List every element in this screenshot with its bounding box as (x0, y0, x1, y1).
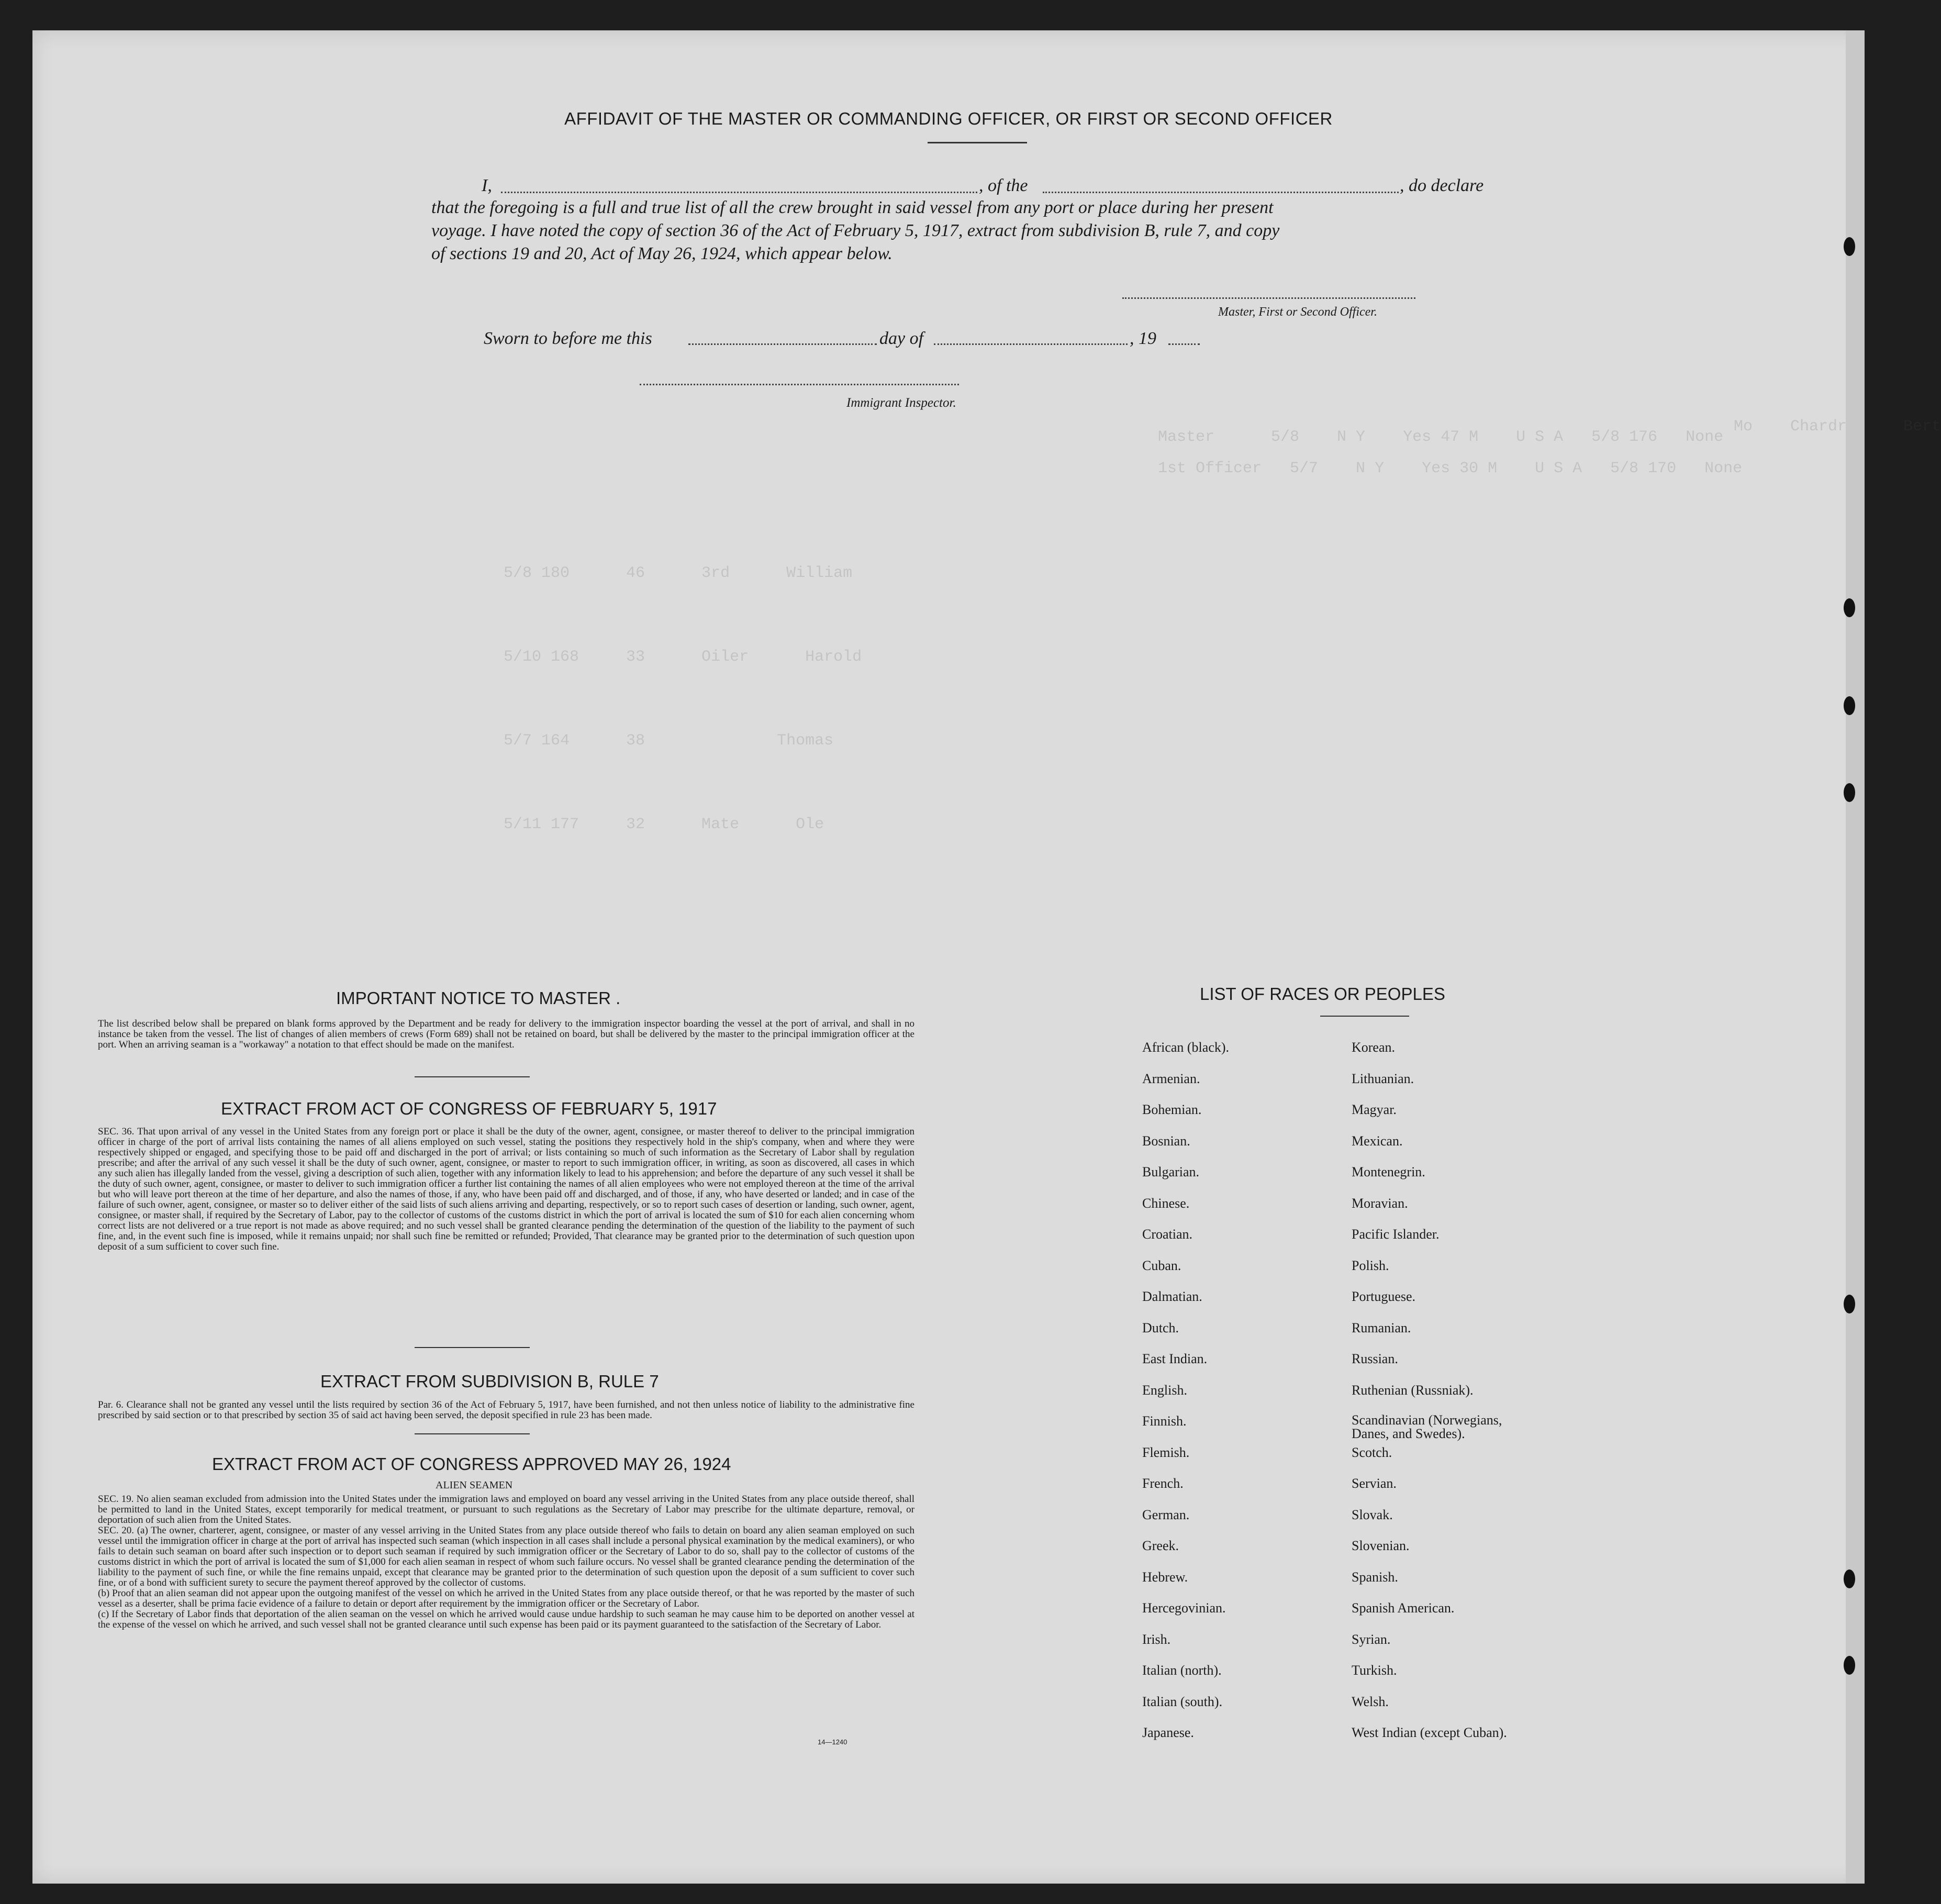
page-edge (1846, 30, 1865, 1884)
race-item: Chinese. (1142, 1195, 1190, 1211)
race-item: Italian (south). (1142, 1694, 1223, 1709)
binder-hole (1844, 598, 1855, 617)
race-item: Slovenian. (1352, 1538, 1410, 1553)
inspector-line (640, 384, 959, 385)
extract-1924-body (98, 1494, 914, 1630)
title-underline (928, 142, 1027, 143)
race-item: Bohemian. (1142, 1102, 1202, 1117)
subdivision-title: EXTRACT FROM SUBDIVISION B, RULE 7 (320, 1372, 659, 1391)
race-item: Ruthenian (Russniak). (1352, 1382, 1474, 1398)
race-item: Turkish. (1352, 1663, 1397, 1678)
binder-hole (1844, 1569, 1855, 1588)
binder-hole (1844, 1656, 1855, 1675)
race-item: Japanese. (1142, 1725, 1194, 1740)
document-page: Mo Chardr Bert Master 5/8 N Y Yes 47 M U S A 5/8 176 None 1st Officer 5/7 N Y Yes 30 M U S A 5/8 170 None 5/8 180 46 3rd William 5/10 168 33 Oiler Harold 5/7 164 38 Thomas 5/11 177 32 Mate Ole AFFIDAVIT OF THE MASTER OR COMMANDING OFFICER, OR FIRST OR SECOND OFFICER I, , of the , do declare that the foregoing is a full and true list of all the crew brought in said vessel from any port or place during her present voyage. I have noted the copy of section 36 of the Act of February 5, 1917, extract from subdivision B, rule 7, and copy of sections 19 and 20, Act of May 26, 1924, which appear below. Master, First or Second Officer. Sworn to before me this day of , 19 Immigrant Inspector. IMPORTANT NOTICE TO MASTER . The list described below shall be prepared on blank forms approved by the Department and be ready for delivery to the immigration inspector boarding the vessel at the port of arrival, and shall in no instance be taken from the vessel. The list of changes of alien members of crews (Form 689) shall not be retained on board, but shall be delivered by the master to the principal immigration officer at the port. When an arriving seaman is a "workaway" a notation to that effect should be made on the manifest. EXTRACT FROM ACT OF CONGRESS OF FEBRUARY 5, 1917 SEC. 36. That upon arrival of any vessel in the United States from any foreign port or place it shall be the duty of the owner, agent, consignee, or master thereof to deliver to the principal immigration officer in charge of the port of arrival lists containing the names of all aliens employed on such vessel, stating the positions they respectively hold in the ship's company, when and where they were respectively shipped or engaged, and specifying those to be paid off and discharged in the port of arrival; or lists containing so much of such information as the Secretary of Labor shall by regulation prescribe; and after the arrival of any such vessel it shall be the duty of such owner, agent, consignee, or master to report to such immigration officer, in writing, as soon as discovered, all cases in which any such alien has illegally landed from the vessel, giving a description of such alien, together with any information likely to lead to his apprehension; and before the departure of any such vessel it shall be the duty of such owner, agent, consignee, or master to deliver to such immigration officer a further list containing the names of all alien employees who were not employed thereon at the time of the arrival but who will leave port thereon at the time of her departure, and also the names of those, if any, who have been paid off and discharged, and of those, if any, who have deserted or landed; and in case of the failure of such owner, agent, consignee, or master so to deliver either of the said lists of such aliens arriving and departing, respectively, or so to report such cases of desertion or landing, such owner, agent, consignee, or master shall, if required by the Secretary of Labor, pay to the collector of customs of the customs district in which the port of arrival is located the sum of $10 for each alien concerning whom correct lists are not delivered or a true report is not made as above required; and no such vessel shall be granted clearance pending the determination of the question of the liability to the payment of such fine, and, in the event such fine is imposed, while it remains unpaid; nor shall such fine be remitted or refunded; Provided, That clearance may be granted prior to the determination of such question upon deposit of a sum sufficient to cover such fine. EXTRACT FROM SUBDIVISION B, RULE 7 Par. 6. Clearance shall not be granted any vessel until the lists required by section 36 of the Act of February 5, 1917, have been furnished, and not then unless notice of liability to the administrative fine prescribed by said section or to that prescribed by section 35 of said act having been served, the deposit specified in rule 23 has been made. EXTRACT FROM ACT OF CONGRESS APPROVED MAY 26, 1924 ALIEN SEAMEN SEC. 19. No alien seaman excluded from admission into the United States under the immigration laws and employed on board any vessel arriving in the United States from any place outside thereof, shall be permitted to land in the United States, except temporarily for medical treatment, or pursuant to such regulations as the Secretary of Labor may prescribe for the ultimate departure, removal, or deportation of such alien from the United States. SEC. 20. (a) The owner, charterer, agent, consignee, or master of any vessel arriving in the United States from any place outside thereof who fails to detain on board any alien seaman employed on such vessel until the immigration officer in charge at the port of arrival has inspected such seaman (which inspection in all cases shall include a personal physical examination by the medical examiners), or who fails to detain such seaman on board after such inspection or to deport such seaman if required by such immigration officer or the Secretary of Labor to do so, shall pay to the collector of customs of the customs district in which the port of arrival is located the sum of $1,000 for each alien seaman in respect of whom such failure occurs. No vessel shall be granted clearance pending the determination of the liability to the payment of such fine, or while the fine remains unpaid, except that clearance may be granted prior to the determination of such question upon the deposit of a sum sufficient to cover such fine, or of a bond with sufficient surety to secure the payment thereof approved by the collector of customs. (b) Proof that an alien seaman did not appear upon the outgoing manifest of the vessel on which he arrived in the United States from any place outside thereof, or that he was reported by the master of such vessel as a deserter, shall be prima facie evidence of a failure to detain or deport after requirement by the immigration officer or the Secretary of Labor. (c) If the Secretary of Labor finds that deportation of the alien seaman on the vessel on which he arrived would cause undue hardship to such seaman he may cause him to be deported on another vessel at the expense of the vessel on which he arrived, and such vessel shall not be granted clearance until such expense has been paid or its payment guaranteed to the satisfaction of the Secretary of Labor. 14—1240 LIST OF RACES OR PEOPLES African (black). Armenian. Bohemian. Bosnian. Bulgarian. Chinese. Croatian. Cuban. Dalmatian. Dutch. East Indian. English. Finnish. Flemish. French. German. Greek. Hebrew. Hercegovinian. Irish. Italian (north). Italian (south). Japanese. Korean. Lithuanian. Magyar. Mexican. Montenegrin. Moravian. Pacific Islander. Polish. Portuguese. Rumanian. Russian. Ruthenian (Russniak). Scandinavian (Norwegians, Danes, and Swedes). Scotch. Servian. Slovak. Slovenian. Spanish. Spanish American. Syrian. Turkish. Welsh. West Indian (except Cuban). (32, 30, 1865, 1884)
binder-hole (1844, 237, 1855, 256)
race-item: Scotch. (1352, 1444, 1392, 1460)
race-item: Italian (north). (1142, 1663, 1222, 1678)
race-item: German. (1142, 1507, 1190, 1522)
race-item: West Indian (except Cuban). (1352, 1725, 1507, 1740)
section-20c: (c) If the Secretary of Labor finds that deportation of the alien seaman on the vessel on which he arrived would cause undue hardship to such seaman he may cause him to be deported on another vessel at the expense of the vessel on which he arrived, and such vessel shall not be granted clearance until such expense has been paid or its payment guaranteed to the satisfaction of the Secretary of Labor. (98, 1609, 914, 1630)
race-item: Bosnian. (1142, 1133, 1190, 1149)
race-item: Korean. (1352, 1040, 1396, 1055)
signature-line (1122, 297, 1415, 299)
affidavit-title: AFFIDAVIT OF THE MASTER OR COMMANDING OFFICER, OR FIRST OR SECOND OFFICER (564, 109, 1333, 128)
race-item: Spanish American. (1352, 1600, 1455, 1616)
divider-3 (415, 1433, 530, 1434)
races-title: LIST OF RACES OR PEOPLES (1200, 984, 1445, 1004)
race-item: Dalmatian. (1142, 1289, 1202, 1304)
affidavit-line4: of sections 19 and 20, Act of May 26, 1924, which appear below. (431, 244, 893, 263)
section-20a: SEC. 20. (a) The owner, charterer, agent, consignee, or master of any vessel arriving in the United States from any place outside thereof who fails to detain on board any alien seaman employed on such vessel until the immigration officer in charge at the port of arrival has inspected such seaman (which inspection in all cases shall include a personal physical examination by the medical examiners), or who fails to detain such seaman on board after such inspection or to deport such seaman if required by such immigration officer or the Secretary of Labor to do so, shall pay to the collector of customs of the customs district in which the port of arrival is located the sum of $1,000 for each alien seaman in respect of whom such failure occurs. No vessel shall be granted clearance pending the determination of the liability to the payment of such fine, or while the fine remains unpaid, except that clearance may be granted prior to the determination of such question upon the deposit of a sum sufficient to cover such fine, or of a bond with sufficient surety to secure the payment thereof approved by the collector of customs. (98, 1525, 914, 1588)
race-item: English. (1142, 1382, 1187, 1398)
race-item: Scandinavian (Norwegians, Danes, and Swedes). (1352, 1412, 1502, 1441)
race-item: Pacific Islander. (1352, 1227, 1440, 1242)
year-label: , 19 (1130, 329, 1156, 348)
signature-caption: Master, First or Second Officer. (1218, 305, 1377, 319)
race-item: Hebrew. (1142, 1569, 1188, 1585)
race-item: Spanish. (1352, 1569, 1398, 1585)
race-item: Dutch. (1142, 1320, 1179, 1335)
race-item: Hercegovinian. (1142, 1600, 1226, 1616)
race-item: Irish. (1142, 1631, 1171, 1647)
year-line (1168, 343, 1200, 345)
race-item: Montenegrin. (1352, 1164, 1425, 1179)
race-item: African (black). (1142, 1040, 1230, 1055)
race-item: Portuguese. (1352, 1289, 1416, 1304)
races-underline (1320, 1016, 1409, 1017)
divider-2 (415, 1347, 530, 1348)
extract-1924-title: EXTRACT FROM ACT OF CONGRESS APPROVED MAY 26, 1924 (212, 1454, 731, 1474)
race-item: Lithuanian. (1352, 1071, 1414, 1086)
section-19: SEC. 19. No alien seaman excluded from admission into the United States under the immigration laws and employed on board any vessel arriving in the United States from any place outside thereof, shall be permitted to land in the United States, except temporarily for medical treatment, or pursuant to such regulations as the Secretary of Labor may prescribe for the ultimate departure, removal, or deportation of such alien from the United States. (98, 1494, 914, 1526)
day-of-label: day of (879, 329, 924, 348)
section-20b: (b) Proof that an alien seaman did not appear upon the outgoing manifest of the vessel on which he arrived in the United States from any place outside thereof, or that he was reported by the master of such vessel as a deserter, shall be prima facie evidence of a failure to detain or deport after requirement by the immigration officer or the Secretary of Labor. (98, 1588, 914, 1609)
race-item: Servian. (1352, 1476, 1397, 1491)
sworn-day-line (688, 343, 877, 345)
sworn-label: Sworn to before me this (484, 329, 652, 348)
form-number: 14—1240 (818, 1738, 847, 1746)
race-item: East Indian. (1142, 1351, 1208, 1366)
notice-title: IMPORTANT NOTICE TO MASTER . (336, 988, 621, 1008)
declare-label: , do declare (1400, 176, 1484, 195)
sworn-month-line (934, 343, 1128, 345)
race-item: Greek. (1142, 1538, 1179, 1553)
binder-hole (1844, 696, 1855, 715)
affidavit-i: I, (482, 176, 492, 195)
race-item: Syrian. (1352, 1631, 1391, 1647)
race-item: Rumanian. (1352, 1320, 1411, 1335)
race-item: Slovak. (1352, 1507, 1393, 1522)
race-item: Magyar. (1352, 1102, 1397, 1117)
of-the-label: , of the (979, 176, 1028, 195)
name-line (501, 192, 977, 193)
divider-1 (415, 1076, 530, 1077)
race-item: Moravian. (1352, 1195, 1408, 1211)
subdivision-body: Par. 6. Clearance shall not be granted any vessel until the lists required by section 36 of the Act of February 5, 1917, have been furnished, and not then unless notice of liability to the administrative fine prescribed by said section or to that prescribed by section 35 of said act having been served, the deposit specified in rule 23 has been made. (98, 1399, 914, 1421)
binder-hole (1844, 1295, 1855, 1313)
affidavit-line2: that the foregoing is a full and true list of all the crew brought in said vessel from any port or place during her present (431, 198, 1274, 217)
race-item: Croatian. (1142, 1227, 1193, 1242)
affidavit-line3: voyage. I have noted the copy of section 36 of the Act of February 5, 1917, extract from subdivision B, rule 7, and copy (431, 221, 1280, 240)
vessel-line (1043, 192, 1399, 193)
race-item: Finnish. (1142, 1413, 1187, 1429)
race-item: Polish. (1352, 1257, 1389, 1273)
extract-1917-body: SEC. 36. That upon arrival of any vessel in the United States from any foreign port or place it shall be the duty of the owner, agent, consignee, or master thereof to deliver to the principal immigration officer in charge of the port of arrival lists containing the names of all aliens employed on such vessel, stating the positions they respectively hold in the ship's company, when and where they were respectively shipped or engaged, and specifying those to be paid off and discharged in the port of arrival; or lists containing so much of such information as the Secretary of Labor shall by regulation prescribe; and after the arrival of any such vessel it shall be the duty of such owner, agent, consignee, or master to report to such immigration officer, in writing, as soon as discovered, all cases in which any such alien has illegally landed from the vessel, giving a description of such alien, together with any information likely to lead to his apprehension; and before the departure of any such vessel it shall be the duty of such owner, agent, consignee, or master to deliver to such immigration officer a further list containing the names of all alien employees who were not employed thereon at the time of the arrival but who will leave port thereon at the time of her departure, and also the names of those, if any, who have been paid off and discharged, and of those, if any, who have deserted or landed; and in case of the failure of such owner, agent, consignee, or master so to deliver either of the said lists of such aliens arriving and departing, respectively, or so to report such cases of desertion or landing, such owner, agent, consignee, or master shall, if required by the Secretary of Labor, pay to the collector of customs of the customs district in which the port of arrival is located the sum of $10 for each alien concerning whom correct lists are not delivered or a true report is not made as above required; and no such vessel shall be granted clearance pending the determination of the question of the liability to the payment of such fine, and, in the event such fine is imposed, while it remains unpaid; nor shall such fine be remitted or refunded; Provided, That clearance may be granted prior to the determination of such question upon deposit of a sum sufficient to cover such fine. (98, 1126, 914, 1252)
race-item: Cuban. (1142, 1257, 1181, 1273)
race-item: Flemish. (1142, 1444, 1190, 1460)
race-item: Armenian. (1142, 1071, 1200, 1086)
race-item: Bulgarian. (1142, 1164, 1200, 1179)
race-item: Russian. (1352, 1351, 1398, 1366)
binder-hole (1844, 783, 1855, 802)
notice-body: The list described below shall be prepared on blank forms approved by the Department and be ready for delivery to the immigration inspector boarding the vessel at the port of arrival, and shall in no instance be taken from the vessel. The list of changes of alien members of crews (Form 689) shall not be retained on board, but shall be delivered by the master to the principal immigration officer at the port. When an arriving seaman is a "workaway" a notation to that effect should be made on the manifest. (98, 1018, 914, 1050)
race-item: French. (1142, 1476, 1184, 1491)
race-item: Welsh. (1352, 1694, 1389, 1709)
extract-1917-title: EXTRACT FROM ACT OF CONGRESS OF FEBRUARY 5, 1917 (221, 1099, 717, 1118)
inspector-caption: Immigrant Inspector. (846, 396, 956, 410)
alien-seamen-subtitle: ALIEN SEAMEN (436, 1479, 513, 1491)
race-item: Mexican. (1352, 1133, 1403, 1149)
